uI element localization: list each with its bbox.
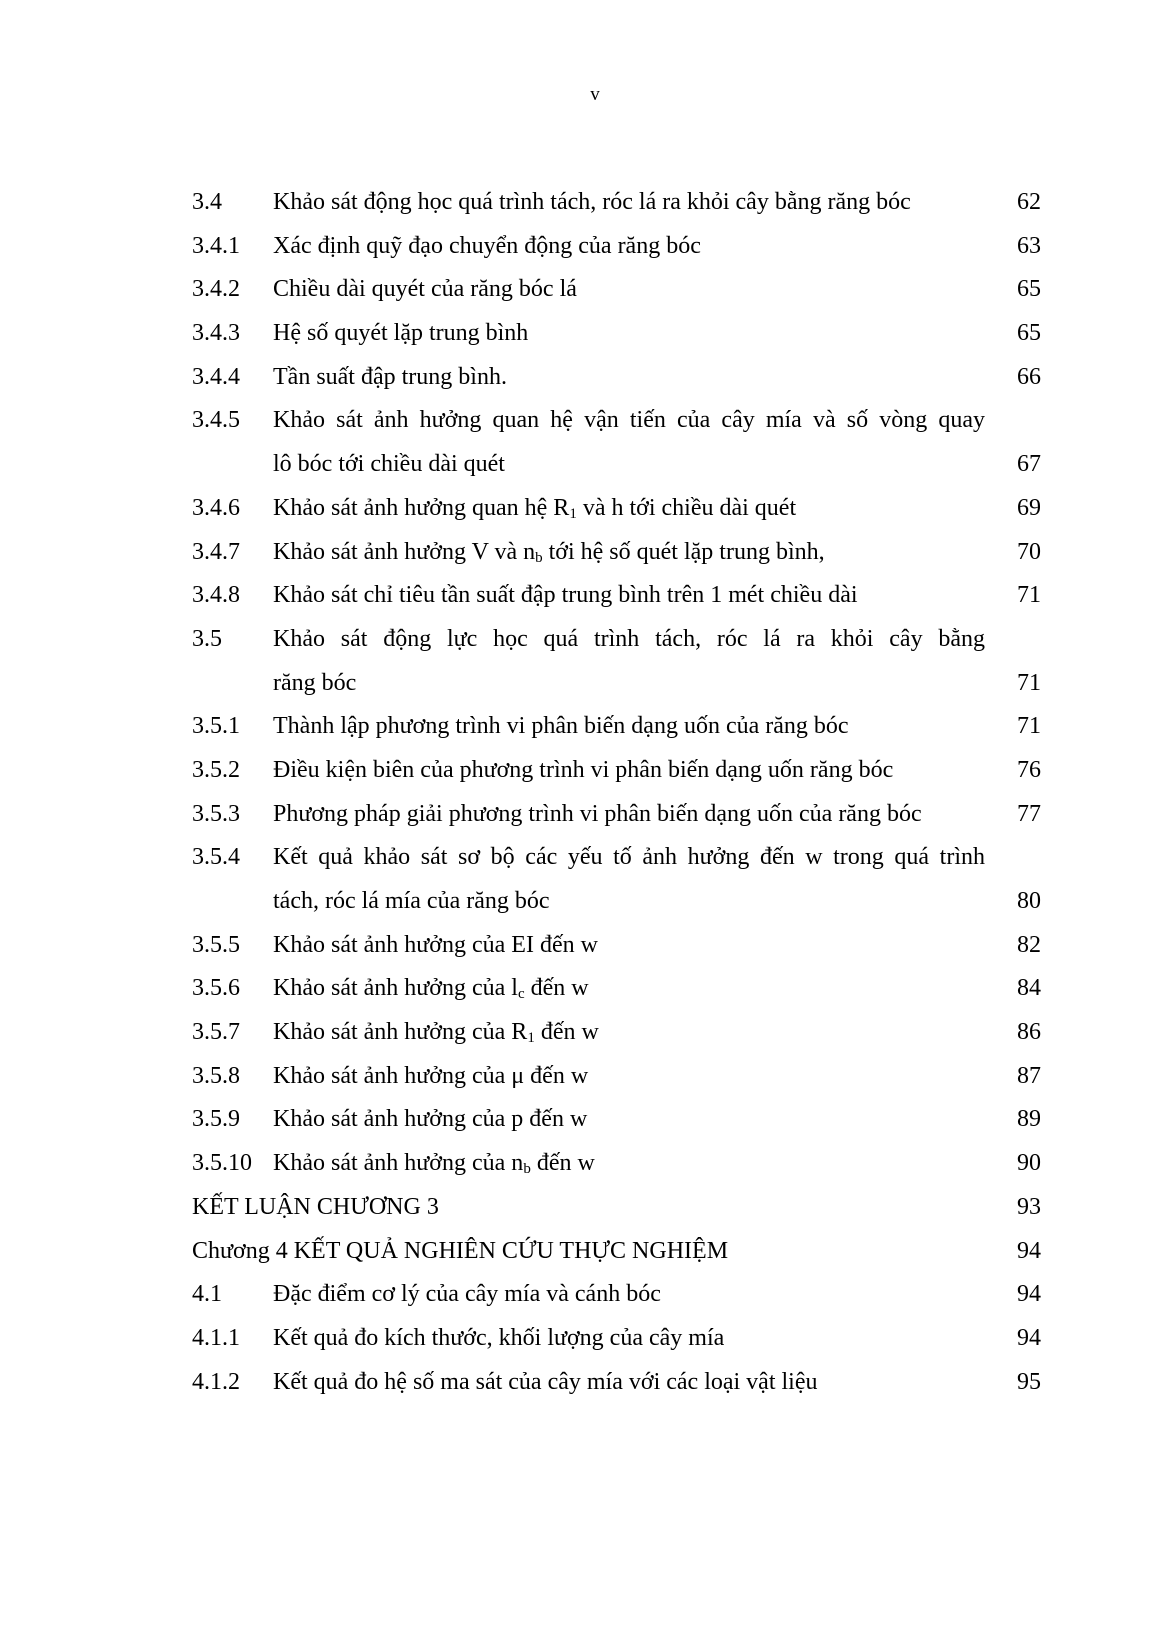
toc-entry bbox=[0, 574, 1158, 618]
toc-page: 76 bbox=[1017, 756, 1041, 783]
toc-title-subscript: b bbox=[523, 1161, 531, 1178]
toc-page: 94 bbox=[1017, 1237, 1041, 1264]
toc-entry bbox=[0, 1098, 1158, 1142]
toc-title-line-1: Khảo sát ảnh hưởng quan hệ vận tiến của cây mía và số vòng quay bbox=[273, 407, 985, 434]
toc-page: 89 bbox=[1017, 1106, 1041, 1133]
toc-title: Chiều dài quyét của răng bóc lá bbox=[273, 276, 577, 303]
toc-title: Khảo sát động học quá trình tách, róc lá ra khỏi cây bằng răng bóc bbox=[273, 189, 911, 215]
toc-entry bbox=[0, 1273, 1158, 1317]
toc-title-text: đến w bbox=[534, 1019, 599, 1046]
toc-entry bbox=[0, 399, 1158, 443]
toc-entry bbox=[0, 1361, 1158, 1405]
toc-entry bbox=[0, 924, 1158, 968]
toc-page: 86 bbox=[1017, 1019, 1041, 1046]
toc-page: 94 bbox=[1017, 1281, 1041, 1308]
toc-title-text: và h tới chiều dài quét bbox=[576, 494, 797, 521]
toc-page: 80 bbox=[1017, 888, 1041, 914]
toc-page: 84 bbox=[1017, 975, 1041, 1002]
toc-title: Xác định quỹ đạo chuyển động của răng bóc bbox=[273, 232, 701, 259]
toc-entry bbox=[0, 749, 1158, 793]
page-number: v bbox=[590, 84, 600, 105]
toc-entry bbox=[0, 618, 1158, 662]
toc-title-line-2: răng bóc bbox=[273, 669, 357, 696]
toc-title-text: Khảo sát ảnh hưởng của R bbox=[273, 1019, 528, 1046]
toc-number: 3.5.2 bbox=[192, 756, 240, 783]
toc-entry bbox=[0, 268, 1158, 312]
toc-title-text: Khảo sát ảnh hưởng quan hệ R bbox=[273, 494, 570, 521]
toc-number: 3.4.1 bbox=[192, 232, 240, 259]
toc-title-line-2: lô bóc tới chiều dài quét bbox=[273, 451, 505, 478]
toc-number: 4.1.1 bbox=[192, 1324, 240, 1351]
toc-number: 4.1.2 bbox=[192, 1368, 240, 1395]
toc-title: Chương 4 KẾT QUẢ NGHIÊN CỨU THỰC NGHIỆM bbox=[192, 1237, 729, 1264]
toc-page: 65 bbox=[1017, 320, 1041, 347]
toc-page: 87 bbox=[1017, 1062, 1041, 1089]
toc-title: Kết quả đo kích thước, khối lượng của cây mía bbox=[273, 1324, 725, 1351]
toc-entry bbox=[0, 531, 1158, 575]
toc-number: 3.5.4 bbox=[192, 844, 240, 871]
toc-title-text: đến w bbox=[530, 1150, 595, 1177]
toc-number: 3.4.7 bbox=[192, 538, 240, 565]
toc-number: 3.5.10 bbox=[192, 1150, 252, 1177]
toc-page: 66 bbox=[1017, 363, 1041, 390]
toc-title: Đặc điểm cơ lý của cây mía và cánh bóc bbox=[273, 1281, 661, 1308]
toc-page: 94 bbox=[1017, 1324, 1041, 1351]
toc-number: 3.5.7 bbox=[192, 1019, 240, 1046]
toc-entry bbox=[0, 312, 1158, 356]
toc-page: 70 bbox=[1017, 538, 1041, 565]
toc-entry bbox=[0, 356, 1158, 400]
toc-entry bbox=[0, 967, 1158, 1011]
toc-title: Kết quả đo hệ số ma sát của cây mía với các loại vật liệu bbox=[273, 1368, 818, 1395]
toc-title bbox=[273, 487, 796, 531]
toc-page: 71 bbox=[1017, 582, 1041, 609]
toc-title: Thành lập phương trình vi phân biến dạng uốn của răng bóc bbox=[273, 713, 849, 740]
toc-number: 3.4.5 bbox=[192, 407, 240, 434]
toc-page: 65 bbox=[1017, 276, 1041, 303]
toc-number: 3.4.2 bbox=[192, 276, 240, 303]
toc-page: 63 bbox=[1017, 232, 1041, 259]
toc-entry bbox=[0, 487, 1158, 531]
toc-entry bbox=[0, 1011, 1158, 1055]
toc-number: 3.5.1 bbox=[192, 713, 240, 740]
toc-number: 3.5.8 bbox=[192, 1062, 240, 1089]
toc-title: Phương pháp giải phương trình vi phân biến dạng uốn của răng bóc bbox=[273, 800, 922, 827]
toc-number: 3.5.9 bbox=[192, 1106, 240, 1133]
toc-page: 90 bbox=[1017, 1150, 1041, 1177]
toc-title-subscript: b bbox=[535, 549, 543, 566]
toc-page: 71 bbox=[1017, 713, 1041, 740]
toc-number: 4.1 bbox=[192, 1281, 222, 1308]
toc-title: Khảo sát ảnh hưởng của μ đến w bbox=[273, 1062, 589, 1089]
toc-title: Hệ số quyét lặp trung bình bbox=[273, 320, 529, 347]
toc-number: 3.4 bbox=[192, 189, 222, 215]
toc-title: Khảo sát ảnh hưởng của EI đến w bbox=[273, 931, 598, 958]
toc-title-text: Khảo sát ảnh hưởng V và n bbox=[273, 538, 536, 565]
toc-title-subscript: c bbox=[517, 986, 525, 1003]
toc-title-text: Khảo sát ảnh hưởng của n bbox=[273, 1150, 524, 1177]
toc-page: 71 bbox=[1017, 669, 1041, 696]
toc-number: 3.5.6 bbox=[192, 975, 240, 1002]
toc-number: 3.5.3 bbox=[192, 800, 240, 827]
toc-entry-chapter-conclusion bbox=[0, 1186, 1158, 1230]
toc-title: Điều kiện biên của phương trình vi phân biến dạng uốn răng bóc bbox=[273, 756, 894, 783]
toc-entry bbox=[0, 181, 1158, 225]
toc-title-line-1: Khảo sát động lực học quá trình tách, róc lá ra khỏi cây bằng bbox=[273, 625, 985, 652]
toc-title-subscript: 1 bbox=[569, 505, 577, 522]
toc-title bbox=[273, 1142, 595, 1186]
toc-title-text: Khảo sát ảnh hưởng của l bbox=[273, 975, 518, 1002]
toc-title: Khảo sát chỉ tiêu tần suất đập trung bình trên 1 mét chiều dài bbox=[273, 582, 858, 609]
toc-entry bbox=[0, 1142, 1158, 1186]
toc-page: 69 bbox=[1017, 494, 1041, 521]
toc-number: 3.4.3 bbox=[192, 320, 240, 347]
toc-page: 62 bbox=[1017, 189, 1041, 215]
toc-title-line-2: tách, róc lá mía của răng bóc bbox=[273, 888, 550, 914]
toc-entry-continuation bbox=[0, 443, 1158, 487]
toc-entry bbox=[0, 793, 1158, 837]
toc-entry bbox=[0, 1317, 1158, 1361]
toc-title bbox=[273, 1011, 599, 1055]
toc-page: 67 bbox=[1017, 451, 1041, 478]
toc-title-text: tới hệ số quét lặp trung bình, bbox=[542, 538, 825, 565]
table-of-contents bbox=[0, 181, 1158, 1404]
toc-number: 3.5.5 bbox=[192, 931, 240, 958]
toc-page: 77 bbox=[1017, 800, 1041, 827]
toc-number: 3.5 bbox=[192, 625, 222, 652]
toc-page: 82 bbox=[1017, 931, 1041, 958]
toc-title bbox=[273, 967, 589, 1011]
toc-number: 3.4.8 bbox=[192, 582, 240, 609]
toc-number: 3.4.4 bbox=[192, 363, 240, 390]
toc-title-subscript: 1 bbox=[527, 1030, 535, 1047]
toc-page: 95 bbox=[1017, 1368, 1041, 1395]
toc-entry bbox=[0, 1055, 1158, 1099]
toc-title: KẾT LUẬN CHƯƠNG 3 bbox=[192, 1193, 439, 1220]
toc-title: Khảo sát ảnh hưởng của p đến w bbox=[273, 1106, 588, 1133]
toc-entry bbox=[0, 836, 1158, 880]
toc-page: 93 bbox=[1017, 1193, 1041, 1220]
toc-entry bbox=[0, 705, 1158, 749]
toc-title-text: đến w bbox=[524, 975, 589, 1002]
toc-entry-continuation bbox=[0, 880, 1158, 924]
toc-entry-continuation bbox=[0, 662, 1158, 706]
toc-title: Tần suất đập trung bình. bbox=[273, 363, 507, 390]
toc-title bbox=[273, 531, 825, 575]
toc-entry bbox=[0, 225, 1158, 269]
toc-title-line-1: Kết quả khảo sát sơ bộ các yếu tố ảnh hưởng đến w trong quá trình bbox=[273, 844, 985, 871]
toc-entry-chapter-heading bbox=[0, 1230, 1158, 1274]
toc-number: 3.4.6 bbox=[192, 494, 240, 521]
